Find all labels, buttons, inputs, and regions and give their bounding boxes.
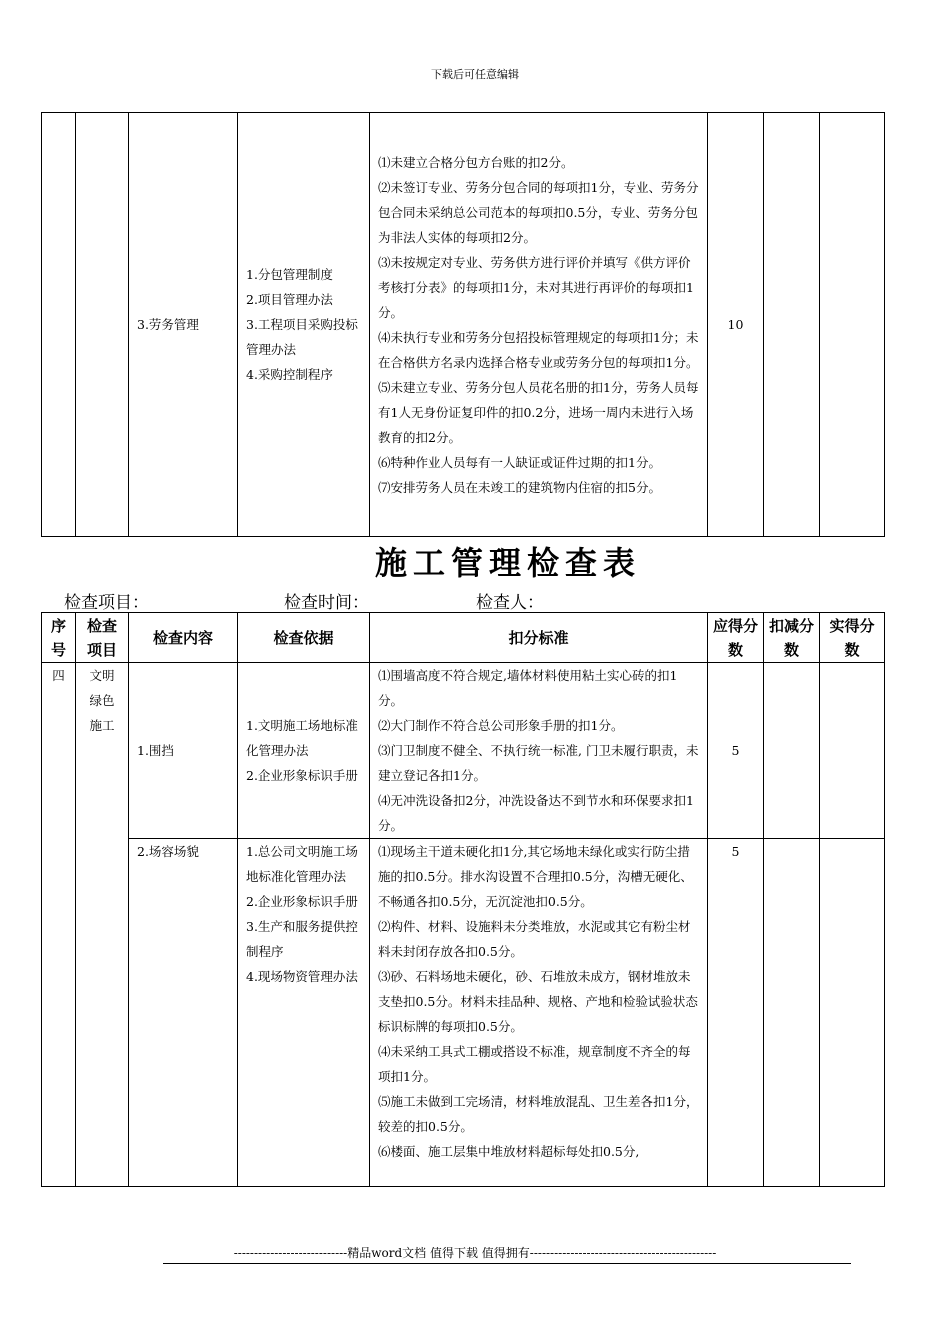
standard-item: ⑵大门制作不符合总公司形象手册的扣1分。 <box>378 718 624 733</box>
standard-item: ⑹楼面、施工层集中堆放材料超标每处扣0.5分, <box>378 1144 640 1159</box>
inspector-label: 检查人： <box>476 593 544 613</box>
table-header-row <box>42 613 885 663</box>
row-deducted-score <box>764 113 820 537</box>
basis-line: 4.现场物资管理办法 <box>246 969 358 984</box>
header-note: 下载后可任意编辑 <box>431 68 519 81</box>
standard-item: ⑵未签订专业、劳务分包合同的每项扣1分，专业、劳务分包合同未采纳总公司范本的每项扣0.5分，专业、劳务分包为非法人实体的每项扣2分。 <box>378 179 699 245</box>
section-item: 文明绿色施工 <box>76 663 129 1187</box>
basis-line: 2.项目管理办法 <box>246 292 333 307</box>
row-full-score: 10 <box>708 113 764 537</box>
standard-item: ⑶砂、石料场地未硬化，砂、石堆放未成方，钢材堆放未支垫扣0.5分。材料未挂品种、规格、产地和检验试验状态标识标牌的每项扣0.5分。 <box>378 969 698 1034</box>
standard-item: ⑺安排劳务人员在未竣工的建筑物内住宿的扣5分。 <box>378 479 661 495</box>
standard-item: ⑴围墙高度不符合规定,墙体材料使用粘土实心砖的扣1分。 <box>378 668 678 708</box>
basis-line: 3.生产和服务提供控制程序 <box>246 919 358 959</box>
inspection-item-label: 检查项目： <box>64 593 149 613</box>
construction-check-table <box>41 612 885 1187</box>
row-standards <box>370 839 708 1187</box>
row-full-score: 5 <box>708 663 764 839</box>
row-deducted-score <box>764 663 820 839</box>
basis-line: 2.企业形象标识手册 <box>246 894 358 909</box>
table-row <box>42 113 885 537</box>
standard-item: ⑷未采纳工具式工棚或搭设不标准，规章制度不齐全的每项扣1分。 <box>378 1044 691 1084</box>
standard-item: ⑸施工未做到工完场清，材料堆放混乱、卫生差各扣1分，较差的扣0.5分。 <box>378 1094 699 1134</box>
header-basis: 检查依据 <box>238 613 370 663</box>
standard-item: ⑸未建立专业、劳务分包人员花名册的扣1分，劳务人员每有1人无身份证复印件的扣0.2分，进场一周内未进行入场教育的扣2分。 <box>378 379 699 445</box>
row-basis <box>238 663 370 839</box>
row-content: 3.劳务管理 <box>129 113 238 537</box>
basis-line: 1.文明施工场地标准化管理办法 <box>246 718 358 758</box>
row-number <box>42 113 76 537</box>
header-no: 序号 <box>42 613 76 663</box>
header-standard: 扣分标准 <box>370 613 708 663</box>
standard-item: ⑷无冲洗设备扣2分，冲洗设备达不到节水和环保要求扣1分。 <box>378 793 694 833</box>
row-actual-score <box>820 839 885 1187</box>
row-basis <box>238 113 370 537</box>
row-content: 2.场容场貌 <box>129 839 238 1187</box>
table-row <box>42 663 885 839</box>
footer-note: ----------------------------精品word文档 值得下载 值得拥有---------------------------------------------- <box>233 1246 717 1260</box>
page-title: 施工管理检查表 <box>374 544 641 582</box>
header-actual: 实得分数 <box>820 613 885 663</box>
basis-line: 1.总公司文明施工场地标准化管理办法 <box>246 844 358 884</box>
table-row <box>42 839 885 1187</box>
row-actual-score <box>820 113 885 537</box>
header-content: 检查内容 <box>129 613 238 663</box>
row-deducted-score <box>764 839 820 1187</box>
header-item: 检查项目 <box>76 613 129 663</box>
inspection-time-label: 检查时间： <box>284 593 369 613</box>
row-basis <box>238 839 370 1187</box>
row-content: 1.围挡 <box>129 663 238 839</box>
basis-line: 3.工程项目采购投标管理办法 <box>246 317 358 357</box>
row-standards <box>370 113 708 537</box>
header-deduct: 扣减分数 <box>764 613 820 663</box>
standard-item: ⑷未执行专业和劳务分包招投标管理规定的每项扣1分；未在合格供方名录内选择合格专业或劳务分包的每项扣1分。 <box>378 329 699 370</box>
standard-item: ⑴未建立合格分包方台账的扣2分。 <box>378 154 574 170</box>
basis-line: 1.分包管理制度 <box>246 267 333 282</box>
row-item <box>76 113 129 537</box>
standard-item: ⑶门卫制度不健全、不执行统一标准, 门卫未履行职责，未建立登记各扣1分。 <box>378 743 699 783</box>
standard-item: ⑶未按规定对专业、劳务供方进行评价并填写《供方评价考核打分表》的每项扣1分，未对其进行再评价的每项扣1分。 <box>378 254 694 320</box>
standard-item: ⑹特种作业人员每有一人缺证或证件过期的扣1分。 <box>378 454 661 470</box>
section-number: 四 <box>42 663 76 1187</box>
standard-item: ⑵构件、材料、设施料未分类堆放，水泥或其它有粉尘材料未封闭存放各扣0.5分。 <box>378 919 691 959</box>
labor-management-table <box>41 112 885 537</box>
footer-divider <box>163 1263 851 1264</box>
basis-line: 4.采购控制程序 <box>246 367 333 382</box>
header-full: 应得分数 <box>708 613 764 663</box>
standard-item: ⑴现场主干道未硬化扣1分,其它场地未绿化或实行防尘措施的扣0.5分。排水沟设置不合理扣0.5分，沟槽无硬化、不畅通各扣0.5分，无沉淀池扣0.5分。 <box>378 844 693 909</box>
basis-line: 2.企业形象标识手册 <box>246 768 358 783</box>
row-full-score: 5 <box>708 839 764 1187</box>
row-standards <box>370 663 708 839</box>
row-actual-score <box>820 663 885 839</box>
